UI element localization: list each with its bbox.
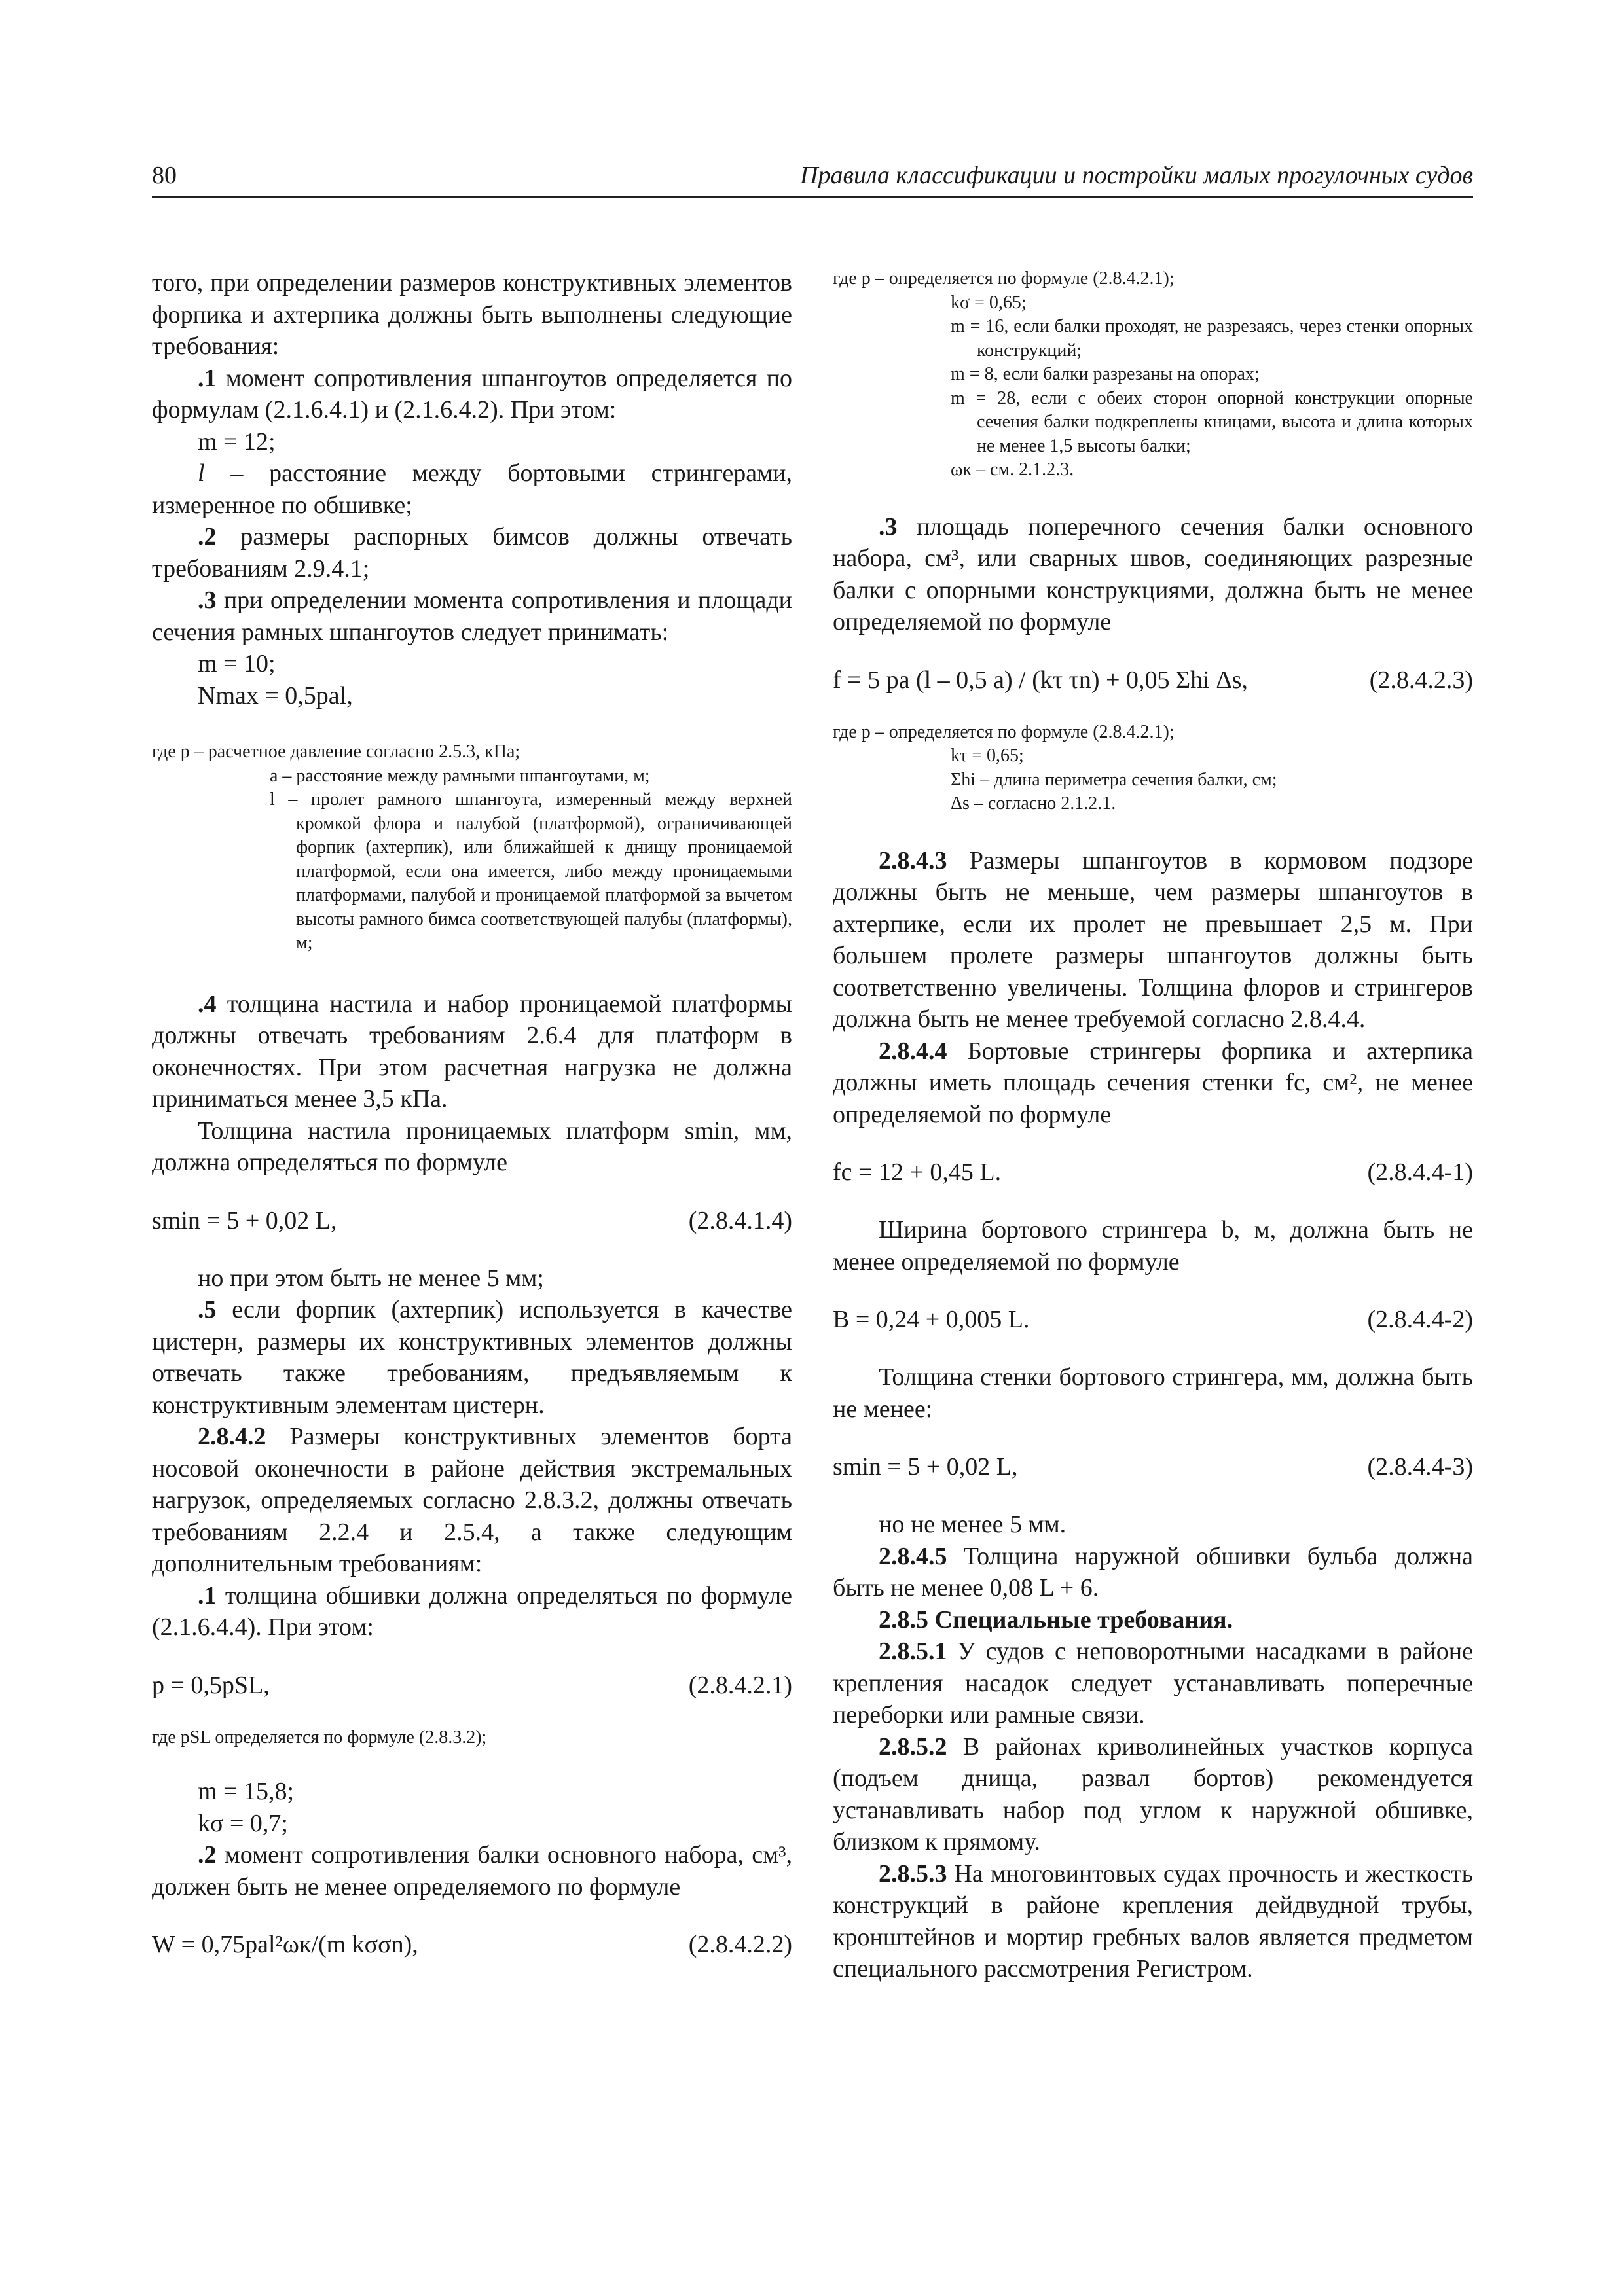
- where-line: m = 28, если с обеих сторон опорной конструкции опорные сечения балки подкреплены кницами, высота и длина которых не менее 1,5 высоты балки;: [951, 387, 1473, 456]
- section-heading: 2.8.5 Специальные требования.: [879, 1605, 1233, 1634]
- equation: [833, 1304, 1473, 1335]
- formula-param: kσ = 0,7;: [198, 1809, 288, 1837]
- equation: [833, 1451, 1473, 1482]
- paragraph: 2.8.5.3 На многовинтовых судах прочность и жесткость конструкций в районе крепления дейдвудной трубы, кронштейнов и мортир гребных валов является предметом специального рассмотрения Регистром.: [833, 1859, 1473, 1982]
- where-line: m = 8, если балки разрезаны на опорах;: [951, 364, 1260, 384]
- where-line: Δs – согласно 2.1.2.1.: [951, 793, 1116, 814]
- equation-number: (2.8.4.2.2): [688, 1931, 792, 1958]
- paragraph: того, при определении размеров конструктивных элементов форпика и ахтерпика должны быть выполнены следующие требования:: [152, 269, 792, 360]
- equation: [152, 1205, 792, 1236]
- paragraph: 2.8.4.4 Бортовые стрингеры форпика и ахтерпика должны иметь площадь сечения стенки fc, см², не менее определяемой по формуле: [833, 1037, 1473, 1128]
- paragraph: 2.8.4.2 Размеры конструктивных элементов борта носовой оконечности в районе действия экстремальных нагрузок, определяемых согласно 2.8.3.2, должны отвечать требованиям 2.2.4 и 2.5.4, а также следующим дополнительным требованиям:: [152, 1423, 792, 1577]
- equation: [152, 1929, 792, 1960]
- where-line: kτ = 0,65;: [951, 745, 1024, 766]
- equation-body: p = 0,5pSL,: [152, 1671, 270, 1699]
- section-number: 2.8.5.2: [879, 1732, 947, 1761]
- equation-number: (2.8.4.4-1): [1367, 1158, 1473, 1186]
- paragraph: Толщина стенки бортового стрингера, мм, должна быть не менее:: [833, 1363, 1473, 1423]
- paragraph: 2.8.4.3 Размеры шпангоутов в кормовом подзоре должны быть не меньше, чем размеры шпангоутов в ахтерпике, если их пролет не превышает 2,5 м. При большем пролете размеры шпангоутов должны быть соответственно увеличены. Толщина флоров и стрингеров должна быть не менее требуемой согласно 2.8.4.4.: [833, 846, 1473, 1033]
- paragraph: Ширина бортового стрингера b, м, должна быть не менее определяемой по формуле: [833, 1216, 1473, 1276]
- item-number: .3: [198, 586, 217, 614]
- where-line: a – расстояние между рамными шпангоутами, м;: [270, 765, 650, 786]
- section-number: 2.8.4.4: [879, 1037, 947, 1065]
- equation: [833, 1157, 1473, 1188]
- equation: [833, 664, 1473, 696]
- where-line: l – пролет рамного шпангоута, измеренный между верхней кромкой флора и палубой (платформой), ограничивающей форпик (ахтерпик), или ближайшей к днищу проницаемой платформой, если она имеется, либо между проницаемыми платформами, палубой и проницаемой платформой за вычетом высоты рамного бимса соответствующей палубы (платформы), м;: [270, 789, 792, 953]
- item-number: .2: [198, 1841, 217, 1869]
- paragraph: .2 момент сопротивления балки основного набора, см³, должен быть не менее определяемого по формуле: [152, 1841, 792, 1901]
- paragraph: 2.8.5.1 У судов с неповоротными насадками в районе крепления насадок следует устанавливать поперечные переборки или рамные связи.: [833, 1638, 1473, 1729]
- paragraph: 2.8.4.5 Толщина наружной обшивки бульба должна быть не менее 0,08 L + 6.: [833, 1542, 1473, 1602]
- section-number: 2.8.4.3: [879, 846, 947, 874]
- equation-body: smin = 5 + 0,02 L,: [833, 1453, 1018, 1480]
- page-header: [152, 156, 1473, 198]
- item-number: .4: [198, 990, 217, 1018]
- formula-param: m = 10;: [198, 650, 276, 677]
- left-column: [152, 267, 792, 1960]
- equation-number: (2.8.4.4-2): [1367, 1306, 1473, 1333]
- paragraph: но при этом быть не менее 5 мм;: [198, 1264, 544, 1292]
- paragraph: .2 размеры распорных бимсов должны отвечать требованиям 2.9.4.1;: [152, 523, 792, 583]
- where-block: [833, 721, 1473, 816]
- formula-param: m = 12;: [198, 427, 276, 456]
- item-number: .1: [198, 1581, 217, 1609]
- equation-body: B = 0,24 + 0,005 L.: [833, 1306, 1030, 1333]
- where-line: ωк – см. 2.1.2.3.: [951, 459, 1074, 480]
- equation-body: W = 0,75pal²ωк/(m kσσn),: [152, 1931, 418, 1958]
- equation-number: (2.8.4.1.4): [688, 1206, 792, 1234]
- page-number: 80: [152, 162, 177, 189]
- equation-number: (2.8.4.4-3): [1367, 1453, 1473, 1480]
- where-line: где pSL определяется по формуле (2.8.3.2);: [152, 1727, 487, 1748]
- where-line: где p – определяется по формуле (2.8.4.2.1);: [833, 721, 1175, 742]
- where-line: где p – расчетное давление согласно 2.5.3, кПа;: [152, 742, 520, 762]
- section-number: 2.8.5.1: [879, 1638, 947, 1665]
- formula-param: Nmax = 0,5pal,: [198, 681, 353, 709]
- paragraph: .5 если форпик (ахтерпик) используется в качестве цистерн, размеры их конструктивных элементов должны отвечать также требованиям, предъявляемым к конструктивным элементам цистерн.: [152, 1296, 792, 1419]
- equation-body: fc = 12 + 0,45 L.: [833, 1158, 1002, 1186]
- paragraph: .4 толщина настила и набор проницаемой платформы должны отвечать требованиям 2.6.4 для платформ в оконечностях. При этом расчетная нагрузка не должна приниматься менее 3,5 кПа.: [152, 990, 792, 1113]
- where-line: m = 16, если балки проходят, не разрезаясь, через стенки опорных конструкций;: [951, 316, 1473, 361]
- equation: [152, 1670, 792, 1701]
- where-line: kσ = 0,65;: [951, 292, 1027, 313]
- where-line: Σhi – длина периметра сечения балки, см;: [951, 769, 1277, 790]
- where-block: [152, 740, 792, 956]
- where-line: где p – определяется по формуле (2.8.4.2.1);: [833, 268, 1175, 289]
- item-number: .3: [879, 512, 898, 541]
- right-column: [833, 267, 1473, 1985]
- item-number: .2: [198, 523, 217, 550]
- paragraph: l – расстояние между бортовыми стрингерами, измеренное по обшивке;: [152, 459, 792, 519]
- paragraph: .1 толщина обшивки должна определяться по формуле (2.1.6.4.4). При этом:: [152, 1581, 792, 1641]
- section-number: 2.8.4.2: [198, 1423, 266, 1450]
- item-number: .1: [198, 364, 217, 392]
- equation-body: smin = 5 + 0,02 L,: [152, 1206, 337, 1234]
- section-number: 2.8.5.3: [879, 1859, 947, 1888]
- section-number: 2.8.4.5: [879, 1542, 947, 1570]
- equation-number: (2.8.4.2.1): [688, 1671, 792, 1699]
- formula-param: m = 15,8;: [198, 1778, 295, 1805]
- paragraph: но не менее 5 мм.: [879, 1511, 1067, 1538]
- item-number: .5: [198, 1296, 217, 1323]
- paragraph: .1 момент сопротивления шпангоутов определяется по формулам (2.1.6.4.1) и (2.1.6.4.2). При этом:: [152, 364, 792, 423]
- symbol: l: [198, 459, 205, 487]
- equation-number: (2.8.4.2.3): [1369, 666, 1473, 694]
- equation-body: f = 5 pa (l – 0,5 a) / (kτ τn) + 0,05 Σhi Δs,: [833, 666, 1248, 694]
- paragraph: Толщина настила проницаемых платформ smin, мм, должна определяться по формуле: [152, 1117, 792, 1176]
- paragraph: .3 площадь поперечного сечения балки основного набора, см³, или сварных швов, соединяющих разрезные балки с опорными конструкциями, должна быть не менее определяемой по формуле: [833, 512, 1473, 636]
- paragraph: 2.8.5.2 В районах криволинейных участков корпуса (подъем днища, развал бортов) рекомендуется устанавливать набор под углом к наружной обшивке, близком к прямому.: [833, 1732, 1473, 1856]
- where-block: [833, 267, 1473, 482]
- paragraph: .3 при определении момента сопротивления и площади сечения рамных шпангоутов следует принимать:: [152, 586, 792, 646]
- running-title: Правила классификации и постройки малых прогулочных судов: [800, 162, 1473, 189]
